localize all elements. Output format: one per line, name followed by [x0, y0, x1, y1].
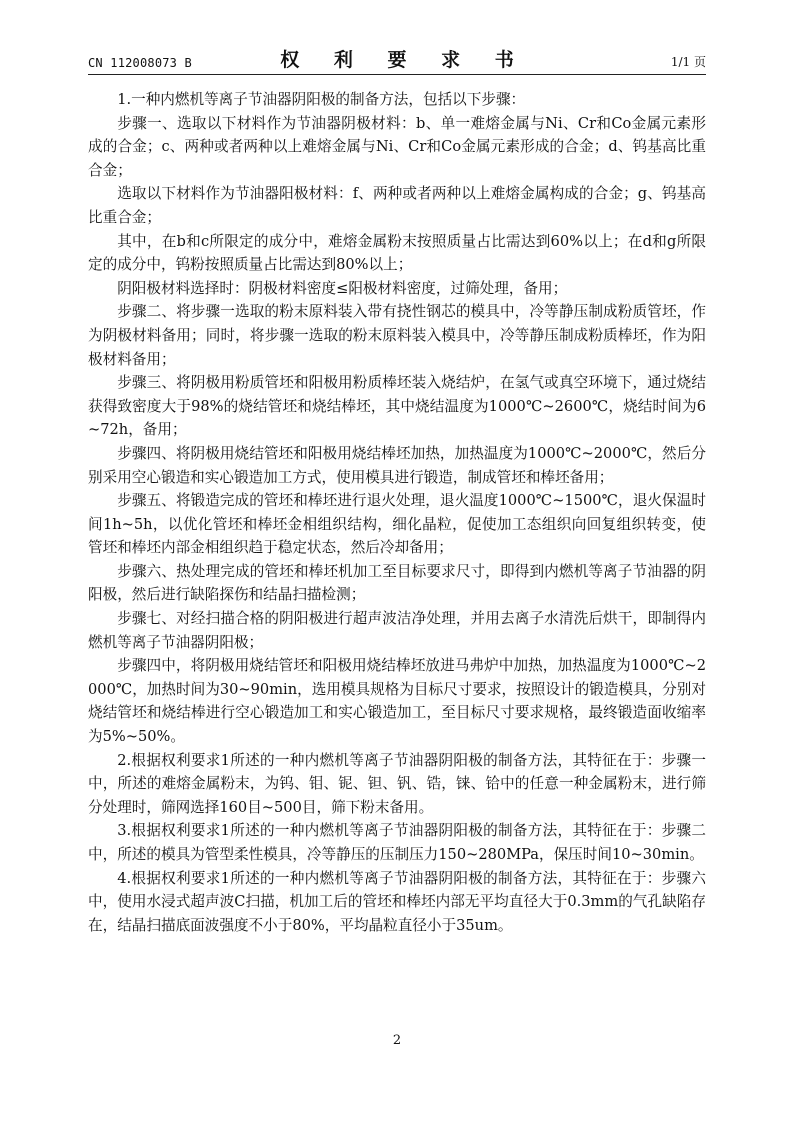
claim-1-step-2: 步骤二、将步骤一选取的粉末原料装入带有挠性钢芯的模具中，冷等静压制成粉质管坯，作为阴极材料备用；同时，将步骤一选取的粉末原料装入模具中，冷等静压制成粉质棒坯，作为阳极材料备用；	[88, 303, 706, 368]
page-count: 1/1 页	[670, 55, 706, 69]
claim-1-step-1-anode: 选取以下材料作为节油器阳极材料：f、两种或者两种以上难熔金属构成的合金；g、钨基高比重合金；	[88, 185, 706, 226]
claim-1-intro: 1.一种内燃机等离子节油器阴阳极的制备方法，包括以下步骤：	[117, 91, 526, 108]
header-divider	[88, 74, 706, 75]
page-header	[88, 46, 706, 76]
claim-1-material-selection: 阴阳极材料选择时：阴极材料密度≤阳极材料密度，过筛处理，备用；	[117, 279, 568, 297]
patent-number: CN 112008073 B	[88, 56, 192, 70]
page-number: 2	[392, 1033, 402, 1048]
claim-1-step-3: 步骤三、将阴极用粉质管坯和阳极用粉质棒坯装入烧结炉，在氢气或真空环境下，通过烧结获得致密度大于98%的烧结管坯和烧结棒坯，其中烧结温度为1000℃~2600℃，烧结时间为6~72h，备用；	[88, 374, 706, 439]
claim-1-step-4-detail: 步骤四中，将阴极用烧结管坯和阳极用烧结棒坯放进马弗炉中加热，加热温度为1000℃~2000℃，加热时间为30~90min，选用模具规格为目标尺寸要求，按照设计的锻造模具，分别对烧结管坯和烧结棒进行空心锻造加工和实心锻造加工，至目标尺寸要求规格，最终锻造面收缩率为5%~50%。	[88, 657, 706, 746]
claim-1-composition-limits: 其中，在b和c所限定的成分中，难熔金属粉末按照质量占比需达到60%以上；在d和g所限定的成分中，钨粉按照质量占比需达到80%以上；	[88, 232, 706, 274]
claim-3: 3.根据权利要求1所述的一种内燃机等离子节油器阴阳极的制备方法，其特征在于：步骤二中，所述的模具为管型柔性模具，冷等静压的压制压力150~280MPa，保压时间10~30min。	[88, 822, 706, 863]
claim-1-step-5: 步骤五、将锻造完成的管坯和棒坯进行退火处理，退火温度1000℃~1500℃，退火保温时间1h~5h，以优化管坯和棒坯金相组织结构，细化晶粒，促使加工态组织向回复组织转变，使管坯和棒坯内部金相组织趋于稳定状态，然后冷却备用；	[88, 492, 706, 557]
claim-1-step-6: 步骤六、热处理完成的管坯和棒坯机加工至目标要求尺寸，即得到内燃机等离子节油器的阴阳极，然后进行缺陷探伤和结晶扫描检测；	[88, 562, 706, 604]
claims-body	[88, 88, 706, 937]
claim-2: 2.根据权利要求1所述的一种内燃机等离子节油器阴阳极的制备方法，其特征在于：步骤一中，所述的难熔金属粉末，为钨、钼、铌、钽、钒、锆，铼、铪中的任意一种金属粉末，进行筛分处理时，筛网选择160目~500目，筛下粉末备用。	[88, 751, 706, 816]
claim-4: 4.根据权利要求1所述的一种内燃机等离子节油器阴阳极的制备方法，其特征在于：步骤六中，使用水浸式超声波C扫描，机加工后的管坯和棒坯内部无平均直径大于0.3mm的气孔缺陷存在，结晶扫描底面波强度不小于80%，平均晶粒直径小于35um。	[88, 869, 706, 934]
claim-1-step-1-cathode: 步骤一、选取以下材料作为节油器阴极材料：b、单一难熔金属与Ni、Cr和Co金属元素形成的合金；c、两种或者两种以上难熔金属与Ni、Cr和Co金属元素形成的合金；d、钨基高比重合金；	[88, 114, 706, 179]
claim-1-step-7: 步骤七、对经扫描合格的阴阳极进行超声波洁净处理，并用去离子水清洗后烘干，即制得内燃机等离子节油器阴阳极；	[88, 610, 706, 651]
document-title: 权 利 要 求 书	[280, 49, 528, 71]
claim-1-step-4: 步骤四、将阴极用烧结管坯和阳极用烧结棒坯加热，加热温度为1000℃~2000℃，然后分别采用空心锻造和实心锻造加工方式，使用模具进行锻造，制成管坯和棒坯备用；	[88, 444, 706, 486]
